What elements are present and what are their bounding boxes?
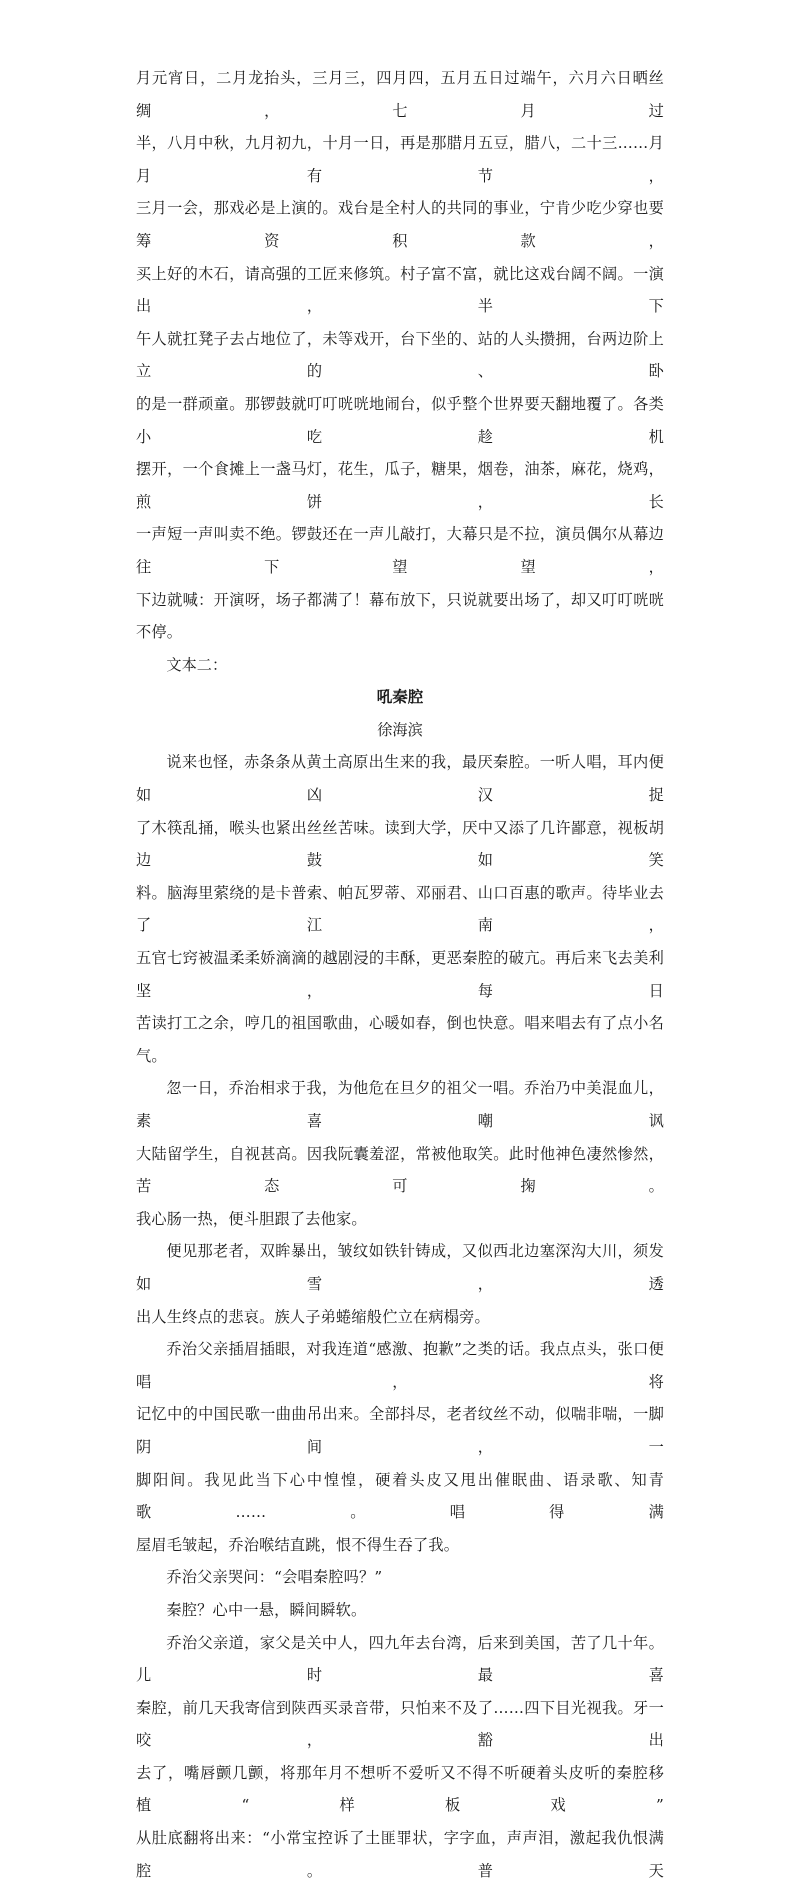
- text-line: 从肚底翻将出来：“小常宝控诉了土匪罪状，字字血，声声泪，激起我仇恨满腔。普天: [136, 1822, 664, 1887]
- text-line: 乔治父亲哭问：“会唱秦腔吗？”: [136, 1561, 664, 1594]
- article-paragraph: [136, 1561, 664, 1594]
- text-line: 摆开，一个食摊上一盏马灯，花生，瓜子，糖果，烟卷，油茶，麻花，烧鸡，煎饼，长: [136, 453, 664, 518]
- text-line: 去了，嘴唇颤几颤，将那年月不想听不爱听又不得不听硬着头皮听的秦腔移植“样板戏”: [136, 1757, 664, 1822]
- article-paragraph: [136, 1594, 664, 1627]
- section-label: 文本二：: [136, 649, 664, 682]
- article-paragraph: [136, 1627, 664, 1887]
- text-line: 午人就扛凳子去占地位了，未等戏开，台下坐的、站的人头攒拥，台两边阶上立的、卧: [136, 323, 664, 388]
- text-line: 大陆留学生，自视甚高。因我阮囊羞涩，常被他取笑。此时他神色凄然惨然，苦态可掬。: [136, 1138, 664, 1203]
- text-line: 记忆中的中国民歌一曲曲吊出来。全部抖尽，老者纹丝不动，似喘非喘，一脚阴间，一: [136, 1398, 664, 1463]
- text-line: 便见那老者，双眸暴出，皱纹如铁针铸成，又似西北边塞深沟大川，须发如雪，透: [136, 1235, 664, 1300]
- text-line: 屋眉毛皱起，乔治喉结直跳，恨不得生吞了我。: [136, 1529, 664, 1562]
- text-line: 乔治父亲道，家父是关中人，四九年去台湾，后来到美国，苦了几十年。儿时最喜: [136, 1627, 664, 1692]
- text-line: 我心肠一热，便斗胆跟了去他家。: [136, 1203, 664, 1236]
- text-line: 料。脑海里萦绕的是卡普索、帕瓦罗蒂、邓丽君、山口百惠的歌声。待毕业去了江南，: [136, 877, 664, 942]
- article-paragraph: [136, 1235, 664, 1333]
- article-title: 吼秦腔: [136, 681, 664, 714]
- text-line: 五官七窍被温柔柔娇滴滴的越剧浸的丰酥，更恶秦腔的破亢。再后来飞去美利坚，每日: [136, 942, 664, 1007]
- article-author: 徐海滨: [136, 714, 664, 747]
- text-line: 半，八月中秋，九月初九，十月一日，再是那腊月五豆，腊八，二十三……月月有节，: [136, 127, 664, 192]
- text-line: 买上好的木石，请高强的工匠来修筑。村子富不富，就比这戏台阔不阔。一演出，半下: [136, 258, 664, 323]
- text-line: 秦腔，前几天我寄信到陕西买录音带，只怕来不及了……四下目光视我。牙一咬，豁出: [136, 1692, 664, 1757]
- text-line: 秦腔？心中一悬，瞬间瞬软。: [136, 1594, 664, 1627]
- text-line: 月元宵日，二月龙抬头，三月三，四月四，五月五日过端午，六月六日晒丝绸，七月过: [136, 62, 664, 127]
- article-paragraph: [136, 746, 664, 1072]
- text-line: 乔治父亲插眉插眼，对我连道“感激、抱歉”之类的话。我点点头，张口便唱，将: [136, 1333, 664, 1398]
- intro-paragraph: [136, 62, 664, 649]
- text-line: 脚阳间。我见此当下心中惶惶，硬着头皮又甩出催眠曲、语录歌、知青歌……。唱得满: [136, 1464, 664, 1529]
- article-paragraph: [136, 1333, 664, 1561]
- text-line: 出人生终点的悲哀。族人子弟蜷缩般伫立在病榻旁。: [136, 1301, 664, 1334]
- article-paragraph: [136, 1072, 664, 1235]
- text-line: 三月一会，那戏必是上演的。戏台是全村人的共同的事业，宁肯少吃少穿也要筹资积款，: [136, 192, 664, 257]
- text-line: 了木筷乱捅，喉头也紧出丝丝苦味。读到大学，厌中又添了几许鄙意，视板胡边鼓如笑: [136, 812, 664, 877]
- text-line: 忽一日，乔治相求于我，为他危在旦夕的祖父一唱。乔治乃中美混血儿，素喜嘲讽: [136, 1072, 664, 1137]
- text-line: 一声短一声叫卖不绝。锣鼓还在一声儿敲打，大幕只是不拉，演员偶尔从幕边往下望望，: [136, 518, 664, 583]
- text-line: 说来也怪，赤条条从黄土高原出生来的我，最厌秦腔。一听人唱，耳内便如凶汉捉: [136, 746, 664, 811]
- text-line: 的是一群顽童。那锣鼓就叮叮咣咣地闹台，似乎整个世界要天翻地覆了。各类小吃趁机: [136, 388, 664, 453]
- text-line: 苦读打工之余，哼几的祖国歌曲，心暖如春，倒也快意。唱来唱去有了点小名气。: [136, 1007, 664, 1072]
- text-line: 下边就喊：开演呀，场子都满了！幕布放下，只说就要出场了，却又叮叮咣咣不停。: [136, 584, 664, 649]
